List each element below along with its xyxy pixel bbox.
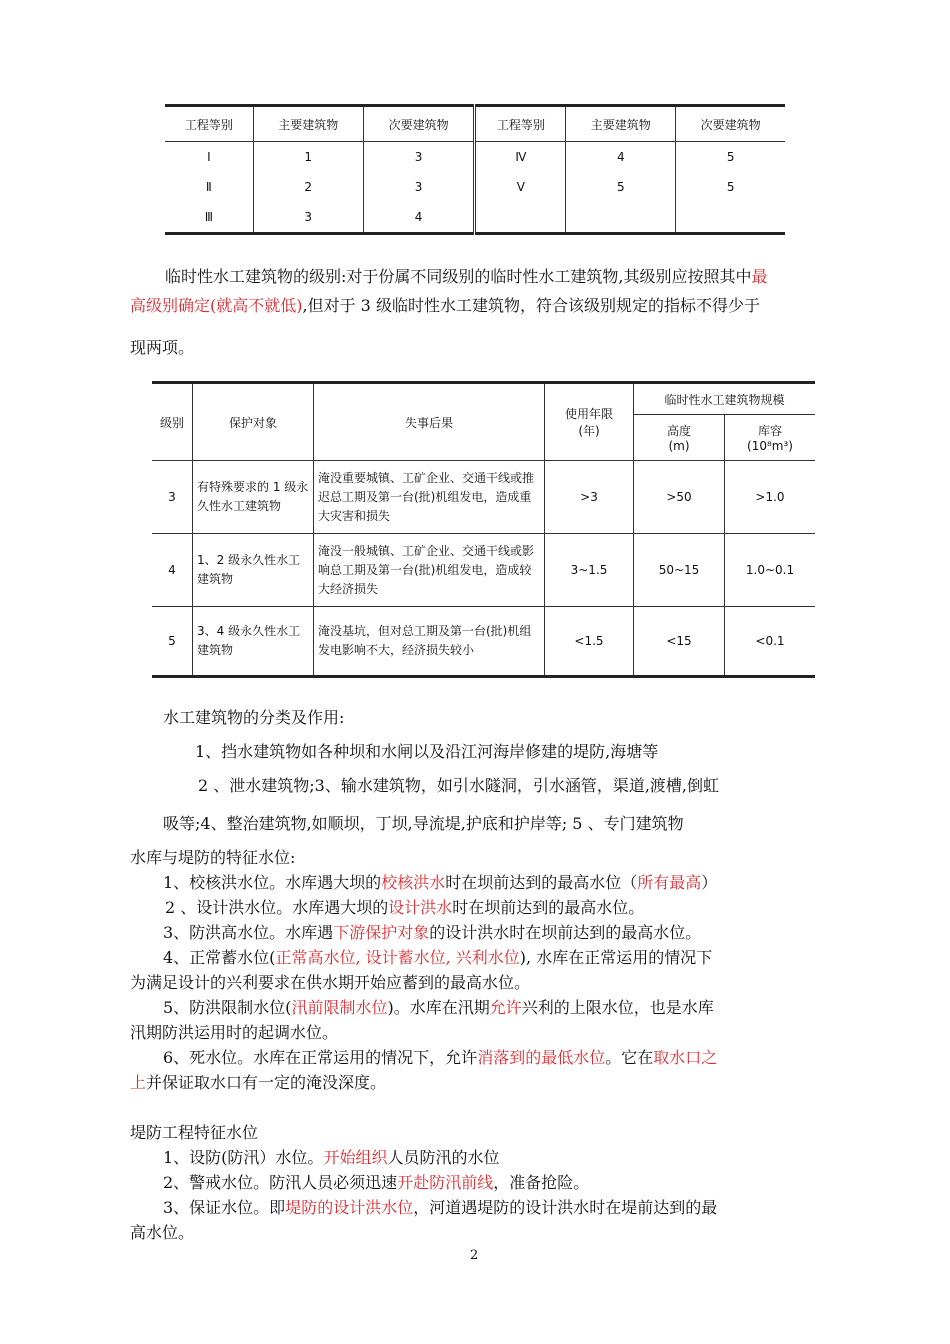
page-number: 2 bbox=[470, 1248, 479, 1263]
paragraph-text: 6、死水位。水库在正常运用的情况下，允许 bbox=[163, 1048, 478, 1067]
header-unit: (年) bbox=[578, 424, 600, 438]
table-cell: >3 bbox=[545, 461, 634, 534]
table-cell: 1 bbox=[253, 142, 363, 173]
table-cell: Ⅰ bbox=[165, 142, 253, 173]
header-cell bbox=[545, 383, 634, 461]
paragraph-text: ，准备抢险。 bbox=[493, 1173, 590, 1192]
header-cell: 保护对象 bbox=[193, 383, 314, 461]
highlight-text: 下游保护对象 bbox=[333, 923, 430, 942]
temp-building-paragraph bbox=[165, 262, 835, 292]
table-cell: 5 bbox=[726, 180, 735, 194]
table-row bbox=[152, 607, 815, 677]
highlight-text: 最 bbox=[751, 267, 768, 286]
header-unit: (m) bbox=[668, 439, 690, 454]
list-item bbox=[163, 923, 701, 943]
header-unit: (10⁸m³) bbox=[747, 439, 793, 454]
table-cell: 淹没一般城镇、工矿企业、交通干线或影响总工期及第一台(批)机组发电，造成较大经济损失 bbox=[314, 534, 545, 607]
table-cell: <1.5 bbox=[545, 607, 634, 677]
paragraph-text: ), 水库在正常运用的情况下 bbox=[519, 948, 713, 967]
header-cell: 失事后果 bbox=[314, 383, 545, 461]
paragraph-text: 5、防洪限制水位( bbox=[163, 998, 292, 1017]
table-cell: 4 bbox=[152, 534, 193, 607]
table-cell: 5 bbox=[726, 150, 735, 164]
table-cell: 3 bbox=[152, 461, 193, 534]
table-cell: 4 bbox=[363, 202, 475, 234]
table-cell bbox=[676, 202, 785, 234]
header-cell: 主要建筑物 bbox=[566, 106, 676, 142]
highlight-text: 开始组织 bbox=[323, 1148, 388, 1167]
paragraph-text: 的设计洪水时在坝前达到的最高水位。 bbox=[429, 923, 702, 942]
paragraph-line bbox=[130, 296, 835, 316]
table-cell: 3 bbox=[253, 202, 363, 234]
paragraph-line bbox=[130, 1073, 386, 1093]
header-cell bbox=[725, 415, 816, 461]
paragraph-text: 2 、设计洪水位。水库遇大坝的 bbox=[165, 898, 389, 917]
paragraph-text: 1、校核洪水位。水库遇大坝的 bbox=[163, 873, 382, 892]
table-row bbox=[152, 534, 815, 607]
table-cell: 3、4 级永久性水工建筑物 bbox=[193, 607, 314, 677]
table-header-row bbox=[165, 106, 785, 142]
header-text: 高度 bbox=[666, 424, 691, 439]
list-item: 1、挡水建筑物如各种坝和水闸以及沿江河海岸修建的堤防,海塘等 bbox=[195, 742, 659, 761]
paragraph-text: ，河道遇堤防的设计洪水时在堤前达到的最 bbox=[413, 1198, 718, 1217]
table-row bbox=[165, 172, 785, 202]
paragraph-text: 时在坝前达到的最高水位。 bbox=[452, 898, 645, 917]
table-cell: 淹没基坑，但对总工期及第一台(批)机组发电影响不大，经济损失较小 bbox=[314, 607, 545, 677]
table-cell: Ⅳ bbox=[475, 142, 566, 173]
highlight-text: 取水口之 bbox=[653, 1048, 718, 1067]
paragraph-text: 并保证取水口有一定的淹没深度。 bbox=[146, 1073, 387, 1092]
paragraph-text: ） bbox=[701, 873, 718, 892]
paragraph-line: 汛期防洪运用时的起调水位。 bbox=[130, 1023, 339, 1042]
table-cell: 3 bbox=[363, 142, 475, 173]
table-cell: 4 bbox=[566, 142, 676, 173]
highlight-text: 正常高水位, 设计蓄水位, 兴利水位 bbox=[275, 948, 520, 967]
header-text: 库容 bbox=[757, 424, 782, 439]
highlight-text: 堤防的设计洪水位 bbox=[285, 1198, 414, 1217]
table-row bbox=[165, 202, 785, 234]
table-cell: 2 bbox=[253, 172, 363, 202]
table-cell: 5 bbox=[566, 172, 676, 202]
paragraph-text: 现两项。 bbox=[130, 338, 195, 357]
paragraph-text: )。水库在汛期 bbox=[387, 998, 490, 1017]
section-title: 水库与堤防的特征水位: bbox=[130, 848, 296, 867]
highlight-text: 设计洪水 bbox=[388, 898, 453, 917]
header-cell: 临时性水工建筑物规模 bbox=[634, 383, 816, 415]
table-cell: Ⅴ bbox=[475, 172, 566, 202]
grade-table bbox=[165, 104, 785, 235]
list-item: 吸等;4、整治建筑物,如顺坝，丁坝,导流堤,护底和护岸等; 5 、专门建筑物 bbox=[163, 814, 684, 833]
list-item bbox=[163, 873, 717, 893]
paragraph-line bbox=[165, 262, 835, 292]
paragraph-text: 人员防汛的水位 bbox=[387, 1148, 500, 1167]
paragraph-text: 1、设防(防汛）水位。 bbox=[163, 1148, 324, 1167]
highlight-text: 汛前限制水位 bbox=[291, 998, 388, 1017]
highlight-text: 开赴防汛前线 bbox=[397, 1173, 494, 1192]
list-item bbox=[163, 948, 712, 968]
highlight-text: 校核洪水 bbox=[381, 873, 446, 892]
table-cell: Ⅲ bbox=[165, 202, 253, 234]
header-text: 使用年限 bbox=[564, 407, 613, 421]
table-cell: 3~1.5 bbox=[545, 534, 634, 607]
paragraph-text: 3、保证水位。即 bbox=[163, 1198, 286, 1217]
table-cell: <0.1 bbox=[725, 607, 816, 677]
section-title: 堤防工程特征水位 bbox=[130, 1123, 259, 1142]
table-cell: <15 bbox=[634, 607, 725, 677]
table-cell: 3 bbox=[363, 172, 475, 202]
table-cell: 1.0~0.1 bbox=[725, 534, 816, 607]
paragraph-text: 2、警戒水位。防汛人员必须迅速 bbox=[163, 1173, 398, 1192]
list-item bbox=[163, 998, 714, 1018]
header-cell: 主要建筑物 bbox=[253, 106, 363, 142]
table-header-row bbox=[152, 383, 815, 415]
paragraph-line: 高水位。 bbox=[130, 1223, 195, 1242]
header-cell: 工程等别 bbox=[165, 106, 253, 142]
table-cell: 有特殊要求的 1 级永久性水工建筑物 bbox=[193, 461, 314, 534]
table-cell: 淹没重要城镇、工矿企业、交通干线或推迟总工期及第一台(批)机组发电，造成重大灾害和损失 bbox=[314, 461, 545, 534]
paragraph-text: 。它在 bbox=[605, 1048, 654, 1067]
header-cell: 次要建筑物 bbox=[676, 106, 785, 142]
paragraph-text: 兴利的上限水位，也是水库 bbox=[521, 998, 714, 1017]
list-item bbox=[163, 1198, 717, 1218]
paragraph-text: 3、防洪高水位。水库遇 bbox=[163, 923, 334, 942]
table-row bbox=[152, 461, 815, 534]
table-cell: 1、2 级永久性水工建筑物 bbox=[193, 534, 314, 607]
paragraph-line: 为满足设计的兴利要求在供水期开始应蓄到的最高水位。 bbox=[130, 973, 531, 992]
highlight-text: 所有最高 bbox=[637, 873, 702, 892]
highlight-text: 上 bbox=[130, 1073, 147, 1092]
header-cell: 工程等别 bbox=[475, 106, 566, 142]
table-cell: 50~15 bbox=[634, 534, 725, 607]
header-cell: 级别 bbox=[152, 383, 193, 461]
header-cell: 次要建筑物 bbox=[363, 106, 475, 142]
table-row bbox=[165, 142, 785, 173]
paragraph-text: 4、正常蓄水位( bbox=[163, 948, 276, 967]
list-item bbox=[163, 1173, 589, 1193]
table-cell bbox=[566, 202, 676, 234]
highlight-text: 允许 bbox=[489, 998, 522, 1017]
list-item bbox=[163, 1148, 499, 1168]
paragraph-text: ,但对于 3 级临时性水工建筑物，符合该级别规定的指标不得少于 bbox=[302, 296, 760, 315]
list-item bbox=[165, 898, 644, 918]
paragraph-line bbox=[130, 338, 194, 358]
table-cell: >1.0 bbox=[725, 461, 816, 534]
temporary-building-table bbox=[152, 381, 815, 678]
paragraph-text: 时在坝前达到的最高水位（ bbox=[445, 873, 638, 892]
table-cell: >50 bbox=[634, 461, 725, 534]
header-cell bbox=[634, 415, 725, 461]
section-title: 水工建筑物的分类及作用: bbox=[163, 708, 345, 727]
highlight-text: 高级别确定(就高不就低) bbox=[130, 296, 303, 315]
highlight-text: 消落到的最低水位 bbox=[477, 1048, 606, 1067]
table-cell bbox=[475, 202, 566, 234]
list-item: 2 、泄水建筑物;3、输水建筑物，如引水隧洞，引水涵管，渠道,渡槽,倒虹 bbox=[198, 776, 720, 795]
table-cell: 5 bbox=[152, 607, 193, 677]
table-cell: Ⅱ bbox=[165, 172, 253, 202]
paragraph-text: 临时性水工建筑物的级别:对于份属不同级别的临时性水工建筑物,其级别应按照其中 bbox=[165, 267, 752, 286]
list-item bbox=[163, 1048, 717, 1068]
